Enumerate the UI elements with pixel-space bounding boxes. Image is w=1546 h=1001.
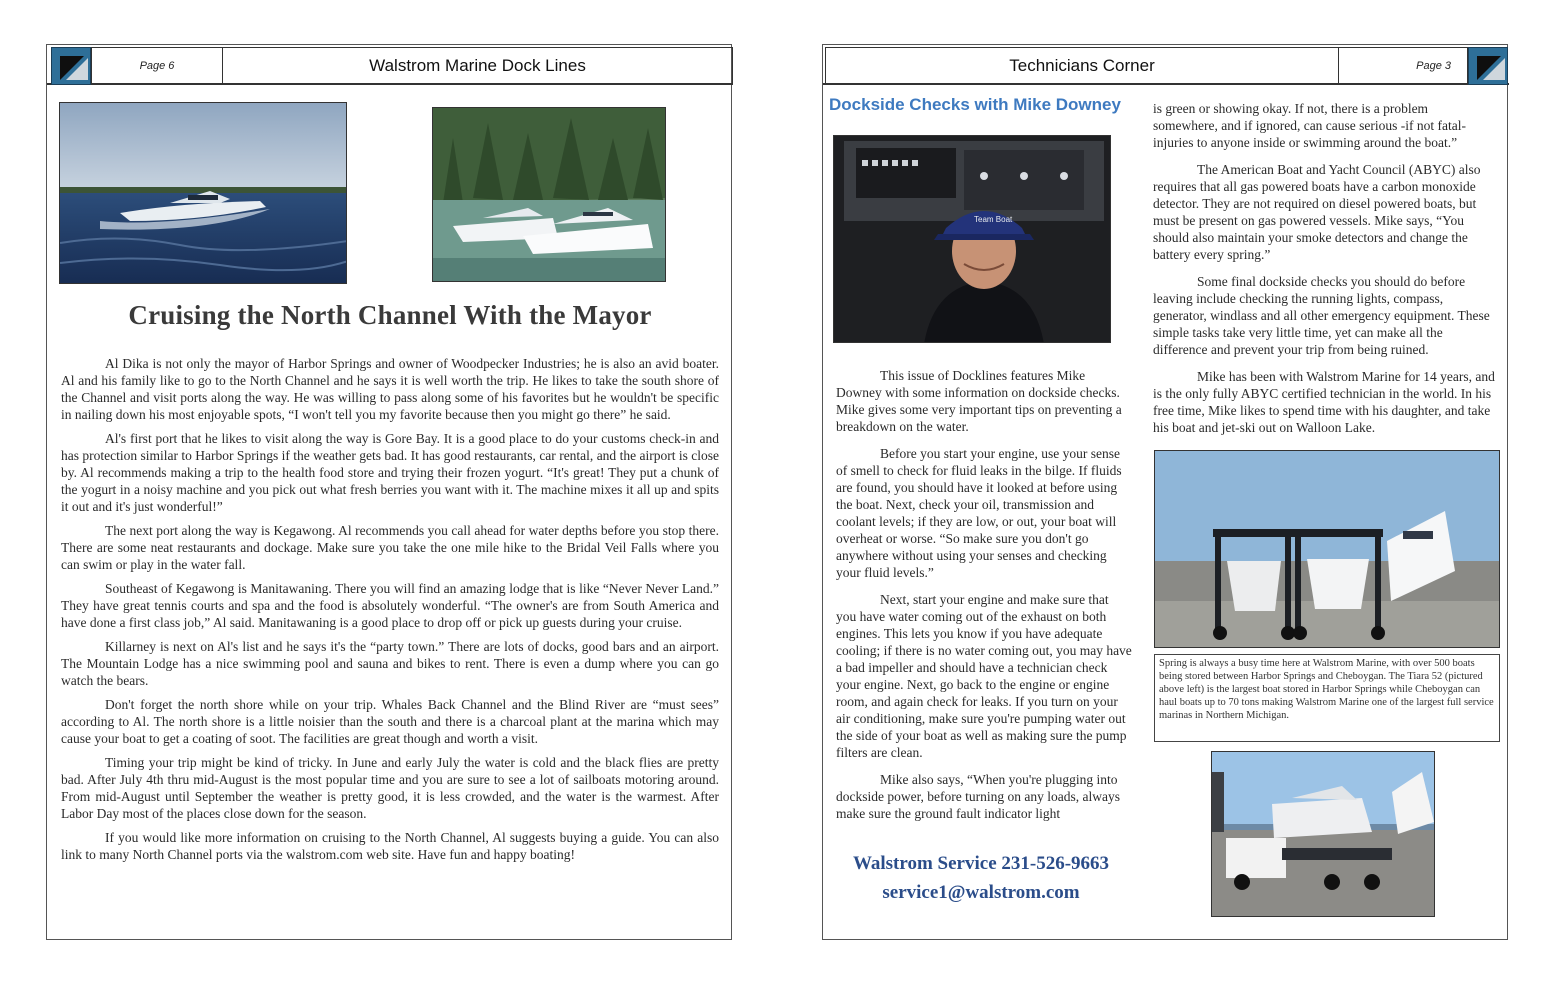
section-title: Technicians Corner xyxy=(1009,56,1155,75)
article-body xyxy=(61,355,719,870)
feature-paragraph: Mike also says, “When you're plugging into dockside power, before turning on any loads, always make sure the ground fault indicator light xyxy=(836,772,1121,821)
feature-paragraph: Mike has been with Walstrom Marine for 14 years, and is the only fully ABYC certified technician in the world. In his free time, Mike likes to spend time with his daughter, and take his boat and jet-ski out on Walloon Lake. xyxy=(1153,369,1495,435)
caption-text: Spring is always a busy time here at Walstrom Marine, with over 500 boats being stored between Harbor Springs and Cheboygan. The Tiara 52 (pictured above left) is the largest boat stored in Harbor Springs while Cheboygan can haul boats up to 70 tons making Walstrom Marine one of the largest full service marinas in Northern Michigan. xyxy=(1159,658,1494,721)
newsletter-title: Walstrom Marine Dock Lines xyxy=(369,56,586,75)
article-paragraph: Southeast of Kegawong is Manitawaning. There you will find an amazing lodge that is like “Never Never Land.” They have great tennis courts and spa and the food is absolutely wonderful. “The owner's are from South America and have done a first class job,” Al said. Manitawaning is a good place to drop off or pick up guests during your cruise. xyxy=(61,581,719,630)
feature-paragraph: This issue of Docklines features Mike Downey with some information on dockside checks. Mike gives some very important tips on preventing a breakdown on the water. xyxy=(836,368,1122,434)
page-number-box xyxy=(1338,47,1468,85)
feature-title: Dockside Checks with Mike Downey xyxy=(829,95,1121,114)
section-title-box xyxy=(825,47,1339,85)
cap-logo-text: Team Boat xyxy=(974,215,1013,224)
right-column xyxy=(1153,100,1495,446)
article-paragraph: Don't forget the north shore while on your trip. Whales Back Channel and the Blind River are “must sees” according to Al. The north shore is a little noisier than the south and there is a charcoal plant at the marina which may cause your boat to get a coating of soot. The facilities are great though and worth a visit. xyxy=(61,697,719,746)
right-header xyxy=(823,45,1509,85)
photo-caption xyxy=(1154,654,1500,742)
photo-boat-transport xyxy=(1211,751,1435,917)
article-paragraph: The next port along the way is Kegawong. Al recommends you call ahead for water depths before you stop there. There are some neat restaurants and dockage. Make sure you take the one mile hike to the Bridal Veil Falls where you can swim or play in the water fall. xyxy=(61,523,719,572)
feature-paragraph: Next, start your engine and make sure that you have water coming out of the exhaust on both engines. This lets you know if you have adequate cooling; if there is no water coming out, you may have a bad impeller and should have a technician check your engine. Next, go back to the engine or engine room, and again check for leaks. If you turn on your air conditioning, make sure you're pumping water out the side of your boat as well as making sure the pump filters are clean. xyxy=(836,592,1132,760)
logo-icon xyxy=(1468,47,1508,85)
photo-boats-docked xyxy=(432,107,666,282)
right-page xyxy=(822,44,1508,940)
article-paragraph: Al Dika is not only the mayor of Harbor Springs and owner of Woodpecker Industries; he is also an avid boater. Al and his family like to go to the North Channel and he says it is well worth the trip. He likes to take the south shore of the Channel and visit ports along the way. He was willing to pass along some of his favorites but he wouldn't be specific in nailing down his most enjoyable spots, “I won't tell you my favorite because then you might go there” he said. xyxy=(61,356,719,422)
page-number: Page 6 xyxy=(139,60,175,72)
page-number-box xyxy=(91,47,223,85)
service-phone: Walstrom Service 231-526-9663 xyxy=(852,853,1110,874)
feature-paragraph: Some final dockside checks you should do before leaving include checking the running lights, compass, generator, windlass and all other emergency equipment. These simple tasks take very little time, yet can make all the difference and prevent your trip from being ruined. xyxy=(1153,274,1490,357)
feature-paragraph: The American Boat and Yacht Council (ABYC) also requires that all gas powered boats have a carbon monoxide detector. They are not required on diesel powered boats, but must be present on gas powered vessels. Mike says, “You should also maintain your smoke detectors and change the battery every spring.” xyxy=(1153,162,1481,262)
article-headline: Cruising the North Channel With the Mayor xyxy=(128,300,652,330)
photo-boat-cruising xyxy=(59,102,347,284)
logo-icon xyxy=(51,47,91,85)
feature-paragraph: Before you start your engine, use your sense of smell to check for fluid leaks in the bilge. If fluids are found, you should have it looked at before using the boat. Next, check your oil, transmission and coolant levels; if they are low, or out, your boat will overheat or worse. “So make sure you don't go anywhere without using your senses and checking your fluid levels.” xyxy=(836,446,1122,580)
article-paragraph: If you would like more information on cruising to the North Channel, Al suggests buying a guide. You can also link to many North Channel ports via the walstrom.com web site. Have fun and happy boating! xyxy=(61,830,719,862)
left-page xyxy=(46,44,732,940)
article-paragraph: Timing your trip might be kind of tricky. In June and early July the water is cold and the black flies are pretty bad. After July 4th thru mid-August is the most popular time and you are sure to see a lot of sailboats motoring around. From mid-August until September the weather is pretty good, it is less crowded, and the water is the warmest. After Labor Day most of the places close down for the season. xyxy=(61,755,719,821)
newsletter-title-box xyxy=(222,47,733,85)
service-contact xyxy=(833,849,1129,907)
article-paragraph: Killarney is next on Al's list and he says it's the “party town.” There are lots of docks, good bars and an airport. The Mountain Lodge has a nice swimming pool and sauna and bikes to rent. There is even a dump where you can go watch the bears. xyxy=(61,639,719,688)
feature-paragraph: is green or showing okay. If not, there is a problem somewhere, and if ignored, can cause serious -if not fatal- injuries to anyone inside or swimming around the boat.” xyxy=(1153,101,1467,150)
left-header xyxy=(47,45,733,85)
photo-travel-lift xyxy=(1154,450,1500,648)
service-email: service1@walstrom.com xyxy=(882,882,1080,903)
page-number: Page 3 xyxy=(1416,60,1451,72)
article-paragraph: Al's first port that he likes to visit along the way is Gore Bay. It is a good place to do your customs check-in and has protection similar to Harbor Springs if the weather gets bad. It has good restaurants, car rental, and the airport is close by. Al recommends making a trip to the health food store and trying their frozen yogurt. “It's great! They put a chunk of the yogurt in a noisy machine and you pick out what fresh berries you want with it. The machine mixes it all up and spits it out and it's just wonderful!” xyxy=(61,431,719,514)
left-column xyxy=(836,367,1132,832)
photo-mike-downey xyxy=(833,135,1111,343)
